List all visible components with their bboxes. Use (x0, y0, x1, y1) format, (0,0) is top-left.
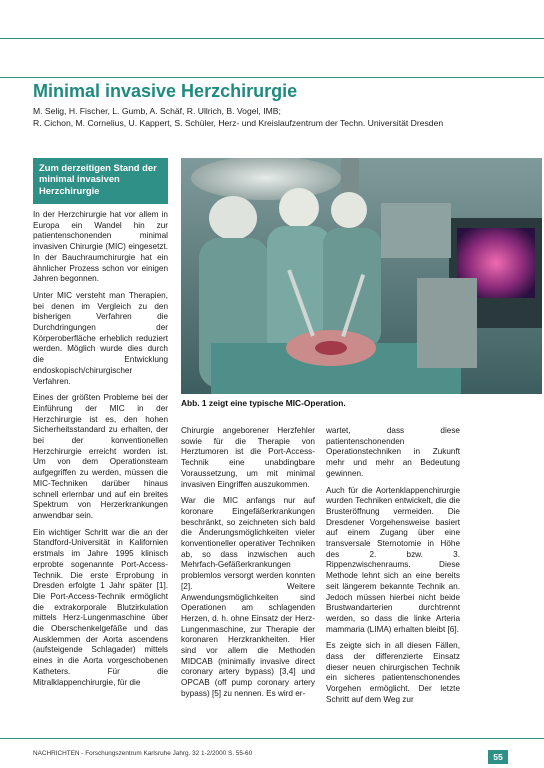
page-number: 55 (488, 750, 508, 764)
top-rule (0, 38, 544, 39)
sidebar-heading-box (33, 158, 168, 204)
title-rule (0, 77, 544, 78)
authors-line-2: R. Cichon, M. Cornelius, U. Kappert, S. Schüler, Herz- und Kreislaufzentrum der Techn. Universität Dresden (33, 118, 444, 128)
surgery-photo-illustration (181, 158, 542, 394)
paragraph: Eines der größten Probleme bei der Einführung der MIC in der Herzchirurgie ist es, den hohen Sicherheitsstandard zu erhalten, der bei der konventionellen Herzchirurgie erreicht worden ist. Um von dem Operationsteam aufgegriffen zu werden, müssen die MIC-Techniken darüber hinaus schnell erlernbar und auf ein breites Spektrum von Herzerkrankungen anwendbar sein. (33, 393, 168, 520)
article-title: Minimal invasive Herzchirurgie (33, 81, 298, 101)
sidebar-heading: Zum derzeitigen Stand der minimal invasiven Herzchirurgie (39, 162, 157, 196)
text-column-1 (33, 210, 168, 694)
surgery-photo (181, 158, 542, 394)
paragraph: Auch für die Aortenklappenchirurgie wurden Techniken entwickelt, die die Brusteröffnung vermeiden. Die Dresdener Vorgehensweise basiert auf einem Zugang über eine transversale Sternotomie in Höhe des 2. bzw. 3. Rippenzwischenraums. Diese Methode lehnt sich an eine bereits seit längerem bekannte Technik an. Jedoch müssen hierbei nicht beide Brustwandarterien durchtrennt werden, so dass die linke Arteria mammaria (LIMA) erhalten bleibt [6]. (326, 485, 460, 634)
footer-citation: NACHRICHTEN - Forschungszentrum Karlsruhe Jahrg. 32 1-2/2000 S. 55-60 (33, 750, 253, 757)
paragraph: In der Herzchirurgie hat vor allem in Europa ein Wandel hin zur patientenschonenden minimal invasiven Chirurgie (MIC) eingesetzt. In der Bauchraumchirurgie hat ein ähnlicher Prozess schon vor einigen Jahren begonnen. (33, 210, 168, 284)
paragraph: War die MIC anfangs nur auf koronare Eingefäßerkrankungen beschränkt, so zeichneten sich bald die Änderungsmöglichkeiten vieler konventioneller operativer Techniken ab, so dass inzwischen auch Mehrfach-Gefäßerkrankungen problemlos versorgt werden konnten [2]. Weitere Anwendungsmöglichkeiten sind Operationen am schlagenden Herzen, d. h. ohne Einsatz der Herz-Lungenmaschine, zur Therapie der koronaren Herzkrankheiten. Hier sind vor allem die Methoden MIDCAB (minimally invasive direct coronary artery bypass) [3,4] und OPCAB (off pump coronary artery bypass) [5] zu nennen. Es wird er- (181, 496, 315, 698)
text-column-3 (326, 426, 460, 712)
text-column-2 (181, 426, 315, 706)
authors-line-1: M. Selig, H. Fischer, L. Gumb, A. Schäf, R. Ullrich, B. Vogel, IMB; (33, 106, 281, 116)
paragraph: Es zeigte sich in all diesen Fällen, dass der differenzierte Einsatz dieser neuen chirurgischen Technik ein sicheres patientenschonendes Vorgehen ermöglicht. Der letzte Schritt auf dem Weg zur (326, 641, 460, 704)
figure-caption: Abb. 1 zeigt eine typische MIC-Operation. (181, 398, 346, 408)
footer-rule (0, 738, 544, 739)
paragraph: Chirurgie angeborener Herzfehler sowie für die Therapie von Herztumoren ist die Port-Access-Technik eine unabdingbare Voraussetzung, um mit minimal invasiven Eingriffen auszukommen. (181, 426, 315, 489)
paragraph: wartet, dass diese patientenschonenden Operationstechniken in Zukunft mehr und mehr an Bedeutung gewinnen. (326, 426, 460, 478)
paragraph: Unter MIC versteht man Therapien, bei denen im Vergleich zu den bisherigen Verfahren die Durchdringungen der Körperoberfläche erheblich reduziert werden. Möglich wurde dies durch die Entwicklung endoskopisch/chirurgischer Verfahren. (33, 290, 168, 386)
paragraph: Ein wichtiger Schritt war die an der Standford-Universität in Kalifornien erstmals im Jahre 1995 klinisch erprobte sogenannte Port-Access-Technik. Die erste Erprobung in Dresden erfolgte 1 Jahr später [1]. Die Port-Access-Technik ermöglicht die extrakorporale Blutzirkulation mittels Herz-Lungenmaschine über die Oberschenkelgefäße und das Ausklemmen der Aorta ascendens (aufsteigende Schlagader) mittels eines in die Aorta vorgeschobenen Katheters. Für die Mitralklappenchirurgie, für die (33, 527, 168, 687)
